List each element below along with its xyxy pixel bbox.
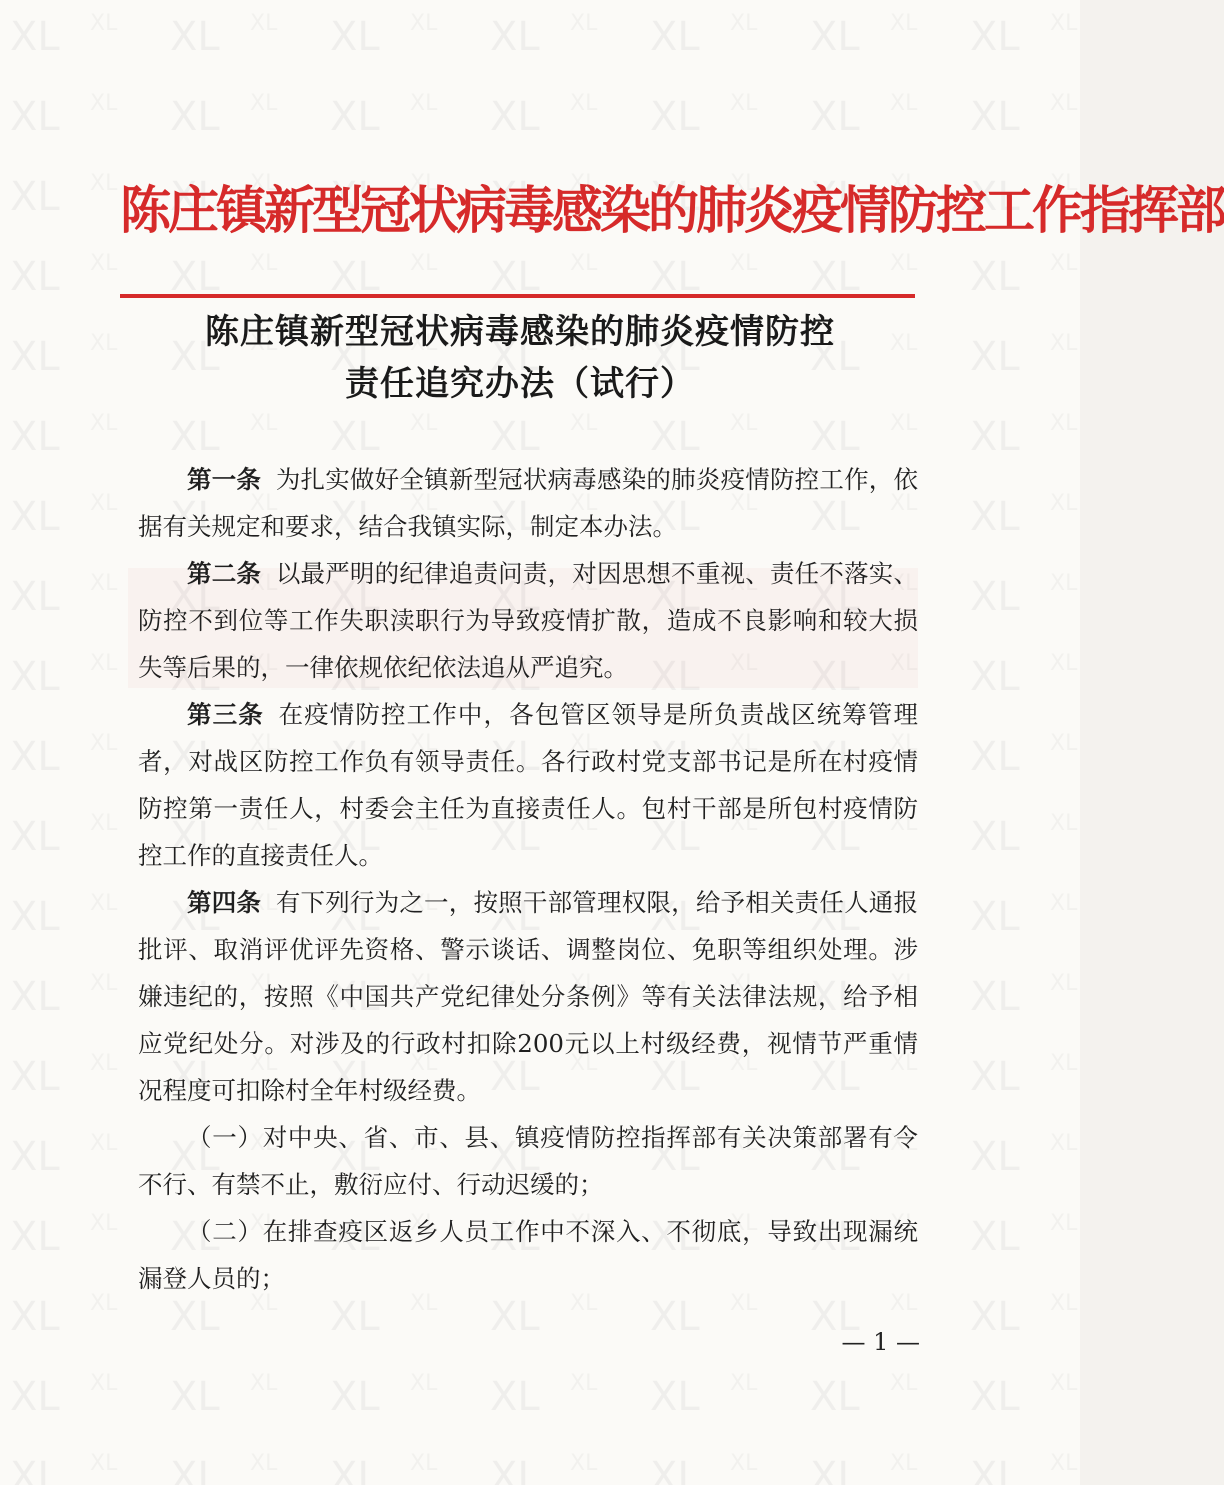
document-title xyxy=(120,306,920,410)
red-divider-line xyxy=(120,294,915,298)
article-text: 在疫情防控工作中，各包管区领导是所负责战区统筹管理者，对战区防控工作负有领导责任。各行政村党支部书记是所在村疫情防控第一责任人，村委会主任为直接责任人。包村干部是所包村疫情防控工作的直接责任人。 xyxy=(138,700,919,870)
article-label: 第二条 xyxy=(187,559,262,588)
article-2 xyxy=(138,550,918,691)
article-3 xyxy=(138,691,918,879)
article-label: 第一条 xyxy=(187,465,262,494)
page-number: — 1 — xyxy=(841,1328,920,1356)
document-title-line-2: 责任追究办法（试行） xyxy=(345,364,695,404)
document-body xyxy=(138,456,918,1302)
article-4 xyxy=(138,879,918,1114)
list-item-2: （二）在排查疫区返乡人员工作中不深入、不彻底，导致出现漏统漏登人员的； xyxy=(138,1217,918,1293)
issuing-authority-header: 陈庄镇新型冠状病毒感染的肺炎疫情防控工作指挥部 xyxy=(120,182,1224,241)
document-title-line-1: 陈庄镇新型冠状病毒感染的肺炎疫情防控 xyxy=(205,312,835,352)
article-text: 以最严明的纪律追责问责，对因思想不重视、责任不落实、防控不到位等工作失职渎职行为导致疫情扩散，造成不良影响和较大损失等后果的，一律依规依纪依法追从严追究。 xyxy=(138,559,918,682)
article-1 xyxy=(138,456,918,550)
article-label: 第三条 xyxy=(187,700,264,729)
list-item-1: （一）对中央、省、市、县、镇疫情防控指挥部有关决策部署有令不行、有禁不止，敷衍应付、行动迟缓的； xyxy=(138,1123,918,1199)
article-label: 第四条 xyxy=(187,888,262,917)
article-text: 有下列行为之一，按照干部管理权限，给予相关责任人通报批评、取消评优评先资格、警示谈话、调整岗位、免职等组织处理。涉嫌违纪的，按照《中国共产党纪律处分条例》等有关法律法规，给予相应党纪处分。对涉及的行政村扣除200元以上村级经费，视情节严重情况程度可扣除村全年村级经费。 xyxy=(138,888,918,1105)
article-text: 为扎实做好全镇新型冠状病毒感染的肺炎疫情防控工作，依据有关规定和要求，结合我镇实际，制定本办法。 xyxy=(138,465,918,541)
